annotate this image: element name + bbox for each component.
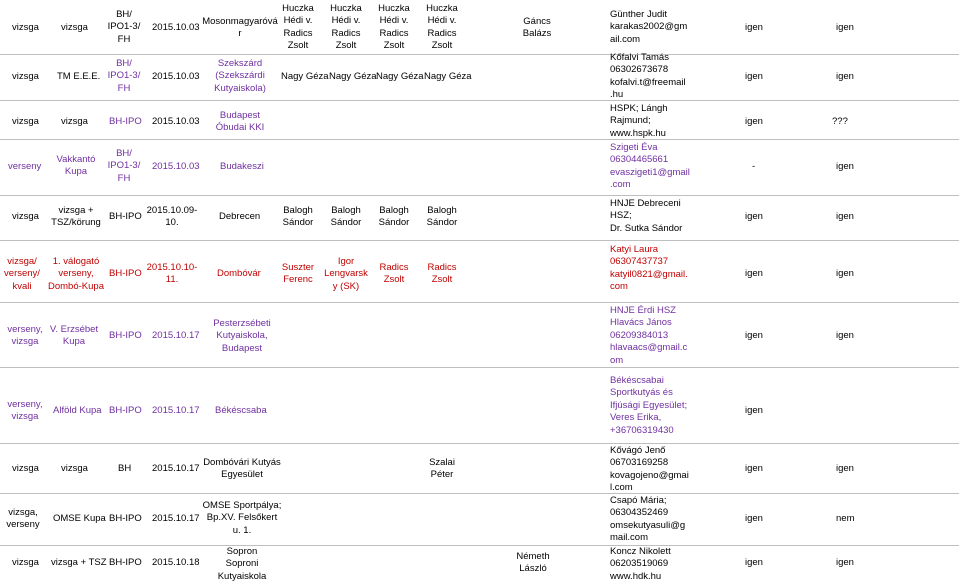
venue-cell: Szekszárd (Szekszárdi Kutyaiskola) xyxy=(214,58,266,94)
judge-cell: Huczka Hédi v. Radics Zsolt xyxy=(378,3,410,52)
judge-cell: Radics Zsolt xyxy=(427,262,457,286)
judge-cell: Gáncs Balázs xyxy=(522,16,552,40)
judge-cell: Nagy Géza xyxy=(329,71,377,82)
row-divider xyxy=(0,545,959,546)
judge-cell: Radics Zsolt xyxy=(379,262,409,286)
event-date: 2015.10.17 xyxy=(152,405,200,416)
event-date: 2015.10.18 xyxy=(152,557,200,568)
event-date: 2015.10.03 xyxy=(152,116,200,127)
status-a: igen xyxy=(745,557,763,568)
status-a: igen xyxy=(745,513,763,524)
event-name: OMSE Kupa xyxy=(53,513,106,524)
event-name: vizsga xyxy=(61,463,88,474)
status-b: igen xyxy=(836,330,854,341)
judge-cell: Szalai Péter xyxy=(429,457,455,481)
row-divider xyxy=(0,139,959,140)
event-date: 2015.10.09- 10. xyxy=(146,205,198,229)
status-b: nem xyxy=(836,513,855,524)
row-divider xyxy=(0,493,959,494)
row-divider xyxy=(0,240,959,241)
event-name: vizsga xyxy=(61,22,88,33)
row-divider xyxy=(0,195,959,196)
status-a: igen xyxy=(745,405,763,416)
status-b: igen xyxy=(836,463,854,474)
rank-cell: BH-IPO xyxy=(109,557,142,568)
venue-cell: OMSE Sportpálya; Bp.XV. Felsőkert u. 1. xyxy=(202,500,282,536)
event-date: 2015.10.17 xyxy=(152,513,200,524)
contact-cell: Koncz Nikolett 06203519069 www.hdk.hu xyxy=(610,546,671,582)
status-a: igen xyxy=(745,116,763,127)
event-type: vizsga xyxy=(12,211,39,222)
venue-cell: Debrecen xyxy=(219,211,261,222)
status-a: igen xyxy=(745,268,763,279)
event-date: 2015.10.03 xyxy=(152,71,200,82)
contact-cell: Günther Judit karakas2002@gm ail.com xyxy=(610,9,688,45)
venue-cell: Dombóvár xyxy=(217,268,261,279)
venue-cell: Sopron Soproni Kutyaiskola xyxy=(217,546,267,582)
event-date: 2015.10.17 xyxy=(152,330,200,341)
event-name: Vakkantó Kupa xyxy=(56,154,96,178)
contact-cell: Kőfalvi Tamás 06302673678 kofalvi.t@freemail .hu xyxy=(610,52,686,101)
event-type: vizsga/ verseny/ kvali xyxy=(4,256,40,292)
judge-cell: Nagy Géza xyxy=(424,71,472,82)
judge-cell: Huczka Hédi v. Radics Zsolt xyxy=(426,3,458,52)
status-a: igen xyxy=(745,22,763,33)
rank-cell: BH-IPO xyxy=(109,405,142,416)
event-type: vizsga xyxy=(12,116,39,127)
venue-cell: Budapest Óbudai KKI xyxy=(215,110,265,134)
rank-cell: BH/ IPO1-3/ FH xyxy=(107,58,141,94)
status-a: - xyxy=(752,161,756,172)
event-date: 2015.10.03 xyxy=(152,161,200,172)
event-type: vizsga xyxy=(12,463,39,474)
rank-cell: BH-IPO xyxy=(109,268,142,279)
event-type: vizsga xyxy=(12,557,39,568)
event-type: verseny, vizsga xyxy=(7,324,43,348)
status-b: igen xyxy=(836,557,854,568)
status-b: igen xyxy=(836,268,854,279)
rank-cell: BH-IPO xyxy=(109,211,142,222)
rank-cell: BH-IPO xyxy=(109,116,142,127)
row-divider xyxy=(0,367,959,368)
contact-cell: Katyi Laura 06307437737 katyil0821@gmail. com xyxy=(610,244,688,293)
row-divider xyxy=(0,100,959,101)
contact-cell: Csapó Mária; 06304352469 omsekutyasuli@g mail.com xyxy=(610,495,686,544)
judge-cell: Suszter Ferenc xyxy=(281,262,315,286)
status-b: igen xyxy=(836,161,854,172)
venue-cell: Mosonmagyaróvá r xyxy=(202,16,278,40)
contact-cell: Szigeti Éva 06304465661 evaszigeti1@gmail .com xyxy=(610,142,690,191)
judge-cell: Nagy Géza xyxy=(281,71,329,82)
status-b: igen xyxy=(836,211,854,222)
event-name: V. Erzsébet Kupa xyxy=(49,324,99,348)
rank-cell: BH-IPO xyxy=(109,330,142,341)
judge-cell: Balogh Sándor xyxy=(330,205,362,229)
event-date: 2015.10.03 xyxy=(152,22,200,33)
status-a: igen xyxy=(745,211,763,222)
judge-cell: Balogh Sándor xyxy=(378,205,410,229)
judge-cell: Balogh Sándor xyxy=(426,205,458,229)
venue-cell: Békéscsaba xyxy=(215,405,267,416)
contact-cell: HNJE Érdi HSZ Hlavács János 06209384013 hlavaacs@gmail.c om xyxy=(610,305,688,366)
venue-cell: Pesterzsébeti Kutyaiskola, Budapest xyxy=(213,318,271,354)
status-b: ??? xyxy=(832,116,848,127)
judge-cell: Huczka Hédi v. Radics Zsolt xyxy=(282,3,314,52)
judge-cell: Huczka Hédi v. Radics Zsolt xyxy=(330,3,362,52)
event-name: vizsga + TSZ/körung xyxy=(51,205,101,229)
row-divider xyxy=(0,443,959,444)
rank-cell: BH/ IPO1-3/ FH xyxy=(107,9,141,45)
status-a: igen xyxy=(745,71,763,82)
contact-cell: HNJE Debreceni HSZ; Dr. Sutka Sándor xyxy=(610,198,683,234)
event-name: TM E.E.E. xyxy=(57,71,101,82)
judge-cell: Németh László xyxy=(516,551,550,575)
contact-cell: HSPK; Lángh Rajmund; www.hspk.hu xyxy=(610,103,668,139)
event-type: vizsga, verseny xyxy=(6,507,40,531)
judge-cell: Balogh Sándor xyxy=(282,205,314,229)
event-date: 2015.10.17 xyxy=(152,463,200,474)
venue-cell: Budakeszi xyxy=(220,161,264,172)
contact-cell: Békéscsabai Sportkutyás és Ifjúsági Egyesület; Veres Erika, +36706319430 xyxy=(610,375,688,436)
row-divider xyxy=(0,54,959,55)
event-type: vizsga xyxy=(12,71,39,82)
status-b: igen xyxy=(836,22,854,33)
event-name: 1. válogató verseny, Dombó-Kupa xyxy=(48,256,104,292)
event-type: verseny xyxy=(8,161,42,172)
event-date: 2015.10.10- 11. xyxy=(146,262,198,286)
status-a: igen xyxy=(745,330,763,341)
rank-cell: BH/ IPO1-3/ FH xyxy=(107,148,141,184)
event-type: vizsga xyxy=(12,22,39,33)
event-name: Alföld Kupa xyxy=(53,405,102,416)
status-b: igen xyxy=(836,71,854,82)
row-divider xyxy=(0,302,959,303)
rank-cell: BH xyxy=(118,463,132,474)
status-a: igen xyxy=(745,463,763,474)
judge-cell: Nagy Géza xyxy=(376,71,424,82)
venue-cell: Dombóvári Kutyás Egyesület xyxy=(203,457,281,481)
contact-cell: Kővágó Jenő 06703169258 kovagojeno@gmai l.com xyxy=(610,445,689,494)
event-name: vizsga + TSZ xyxy=(51,557,107,568)
event-name: vizsga xyxy=(61,116,88,127)
judge-cell: Igor Lengvarsk y (SK) xyxy=(324,256,368,292)
rank-cell: BH-IPO xyxy=(109,513,142,524)
event-type: verseny, vizsga xyxy=(7,399,43,423)
